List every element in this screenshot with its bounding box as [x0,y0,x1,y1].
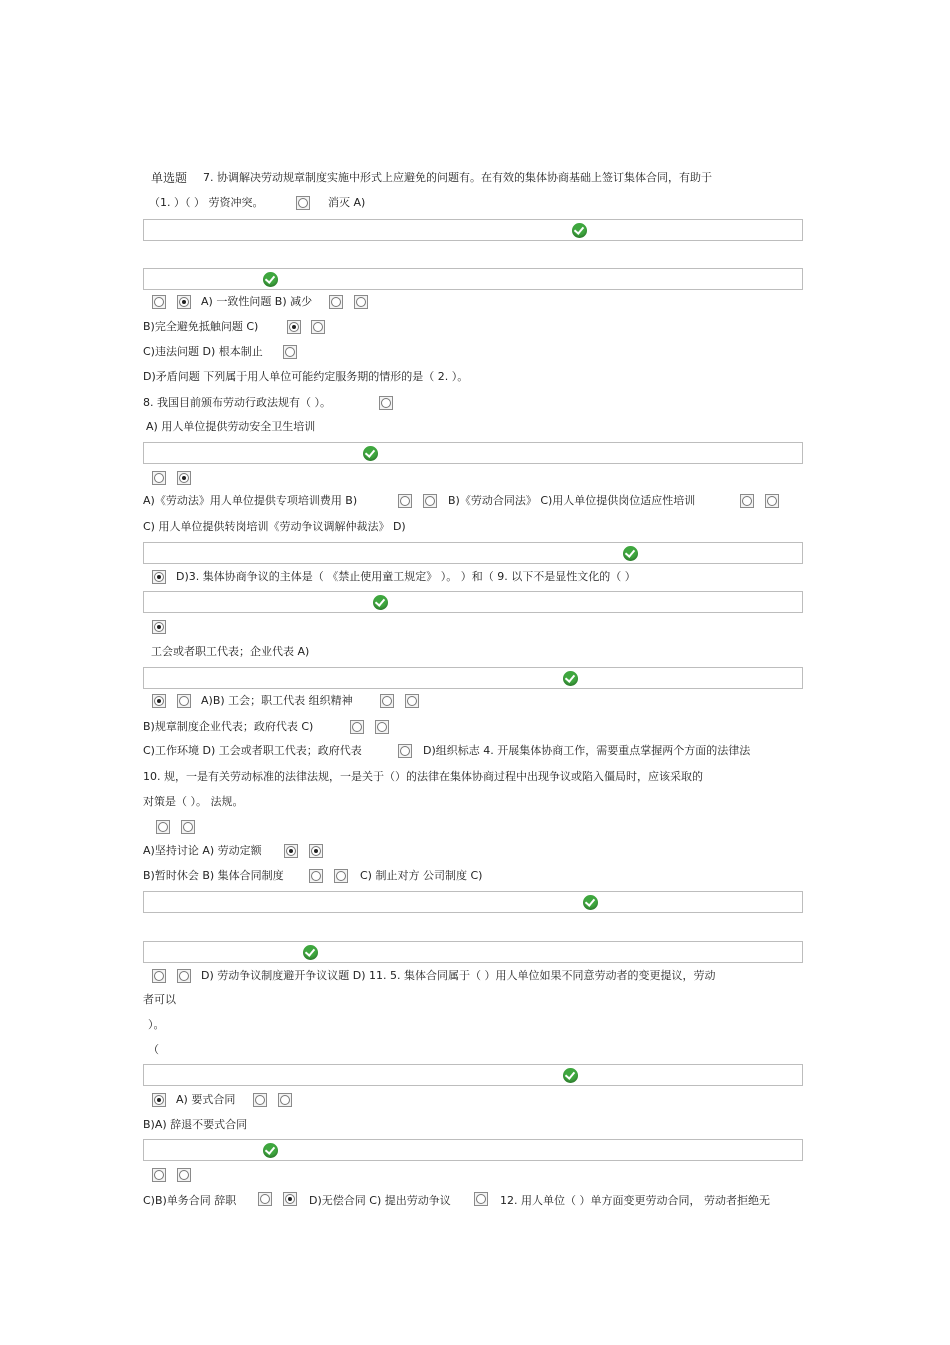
option-text: 消灭 A) [328,196,366,209]
radio-icon[interactable] [740,494,754,508]
check-circle-icon [563,1068,578,1083]
option-text: D)无偿合同 C) 提出劳动争议 [309,1194,451,1207]
option-text: C) 制止对方 公司制度 C) [360,869,483,882]
check-circle-icon [373,595,388,610]
radio-icon[interactable] [278,1093,292,1107]
question-8-text: 8. 我国目前颁布劳动行政法规有（ ）。 [143,396,331,409]
radio-icon[interactable] [405,694,419,708]
radio-icon[interactable] [311,320,325,334]
radio-icon[interactable] [283,1192,297,1206]
answer-bar [143,442,803,464]
radio-icon[interactable] [329,295,343,309]
option-text: C)工作环境 D) 工会或者职工代表；政府代表 [143,744,362,757]
radio-icon[interactable] [177,295,191,309]
radio-icon[interactable] [156,820,170,834]
question-2-text: D)矛盾问题 下列属于用人单位可能约定服务期的情形的是（ 2. ）。 [143,370,469,383]
radio-icon[interactable] [334,869,348,883]
radio-icon[interactable] [177,471,191,485]
check-circle-icon [583,895,598,910]
radio-icon[interactable] [177,1168,191,1182]
question-type-label: 单选题 [151,171,188,185]
option-text: A)《劳动法》用人单位提供专项培训费用 B) [143,494,358,507]
option-text: A) 要式合同 [176,1093,236,1106]
option-text: B)A) 辞退不要式合同 [143,1118,248,1131]
question-text-fragment: （ [148,1043,159,1056]
check-circle-icon [263,1143,278,1158]
option-text: A)B) 工会；职工代表 组织精神 [201,694,353,707]
radio-icon[interactable] [309,844,323,858]
radio-icon[interactable] [181,820,195,834]
check-circle-icon [572,223,587,238]
answer-bar [143,941,803,963]
option-text: A) 用人单位提供劳动安全卫生培训 [146,420,316,433]
check-circle-icon [303,945,318,960]
check-circle-icon [263,272,278,287]
radio-icon[interactable] [423,494,437,508]
question-5-text: D) 劳动争议制度避开争议议题 D) 11. 5. 集体合同属于（ ）用人单位如果不同意劳动者的变更提议，劳动 [201,969,716,982]
check-circle-icon [563,671,578,686]
radio-icon[interactable] [152,1093,166,1107]
radio-icon[interactable] [177,969,191,983]
radio-icon[interactable] [380,694,394,708]
radio-icon[interactable] [152,620,166,634]
radio-icon[interactable] [765,494,779,508]
answer-bar [143,1139,803,1161]
question-10-text: 10. 规，一是有关劳动标准的法律法规，一是关于（）的法律在集体协商过程中出现争议或陷入僵局时，应该采取的 [143,770,703,783]
answer-bar [143,542,803,564]
check-circle-icon [623,546,638,561]
question-7-text: 7. 协调解决劳动规章制度实施中形式上应避免的问题有。在有效的集体协商基础上签订集体合同，有助于 [203,171,712,184]
question-4-text: D)组织标志 4. 开展集体协商工作，需要重点掌握两个方面的法律法 [423,744,751,757]
radio-icon[interactable] [284,844,298,858]
answer-bar [143,667,803,689]
option-text: A)坚持讨论 A) 劳动定额 [143,844,262,857]
option-text: B)暂时休会 B) 集体合同制度 [143,869,284,882]
radio-icon[interactable] [398,494,412,508]
option-text: C) 用人单位提供转岗培训《劳动争议调解仲裁法》 D) [143,520,406,533]
radio-icon[interactable] [350,720,364,734]
radio-icon[interactable] [398,744,412,758]
answer-bar [143,268,803,290]
question-10-text-cont: 对策是（ ）。 法规。 [143,795,244,808]
radio-icon[interactable] [474,1192,488,1206]
radio-icon[interactable] [309,869,323,883]
radio-icon[interactable] [152,471,166,485]
option-text: C)B)单务合同 辞职 [143,1194,237,1207]
answer-bar [143,891,803,913]
option-text: C)违法问题 D) 根本制止 [143,345,263,358]
question-3-text: D)3. 集体协商争议的主体是（ 《禁止使用童工规定》 ）。 ）和（ 9. 以下不是显性文化的（ ） [176,570,636,583]
option-text: B)完全避免抵触问题 C) [143,320,259,333]
question-12-text: 12. 用人单位（ ）单方面变更劳动合同， 劳动者拒绝无 [500,1194,770,1207]
radio-icon[interactable] [177,694,191,708]
answer-bar [143,219,803,241]
question-text-fragment: ）。 [148,1018,165,1031]
radio-icon[interactable] [287,320,301,334]
check-circle-icon [363,446,378,461]
answer-bar [143,1064,803,1086]
radio-icon[interactable] [152,295,166,309]
question-5-text-cont: 者可以 [143,993,176,1006]
radio-icon[interactable] [379,396,393,410]
option-text: 工会或者职工代表；企业代表 A) [151,645,310,658]
answer-bar [143,591,803,613]
radio-icon[interactable] [253,1093,267,1107]
radio-icon[interactable] [354,295,368,309]
option-text: A) 一致性问题 B) 减少 [201,295,313,308]
radio-icon[interactable] [152,969,166,983]
option-text: B)《劳动合同法》 C)用人单位提供岗位适应性培训 [448,494,696,507]
question-1-stem: （1. ）（ ） 劳资冲突。 [149,196,264,209]
radio-icon[interactable] [296,196,310,210]
radio-icon[interactable] [258,1192,272,1206]
radio-icon[interactable] [152,1168,166,1182]
option-text: B)规章制度企业代表；政府代表 C) [143,720,314,733]
radio-icon[interactable] [152,694,166,708]
radio-icon[interactable] [283,345,297,359]
radio-icon[interactable] [375,720,389,734]
radio-icon[interactable] [152,570,166,584]
